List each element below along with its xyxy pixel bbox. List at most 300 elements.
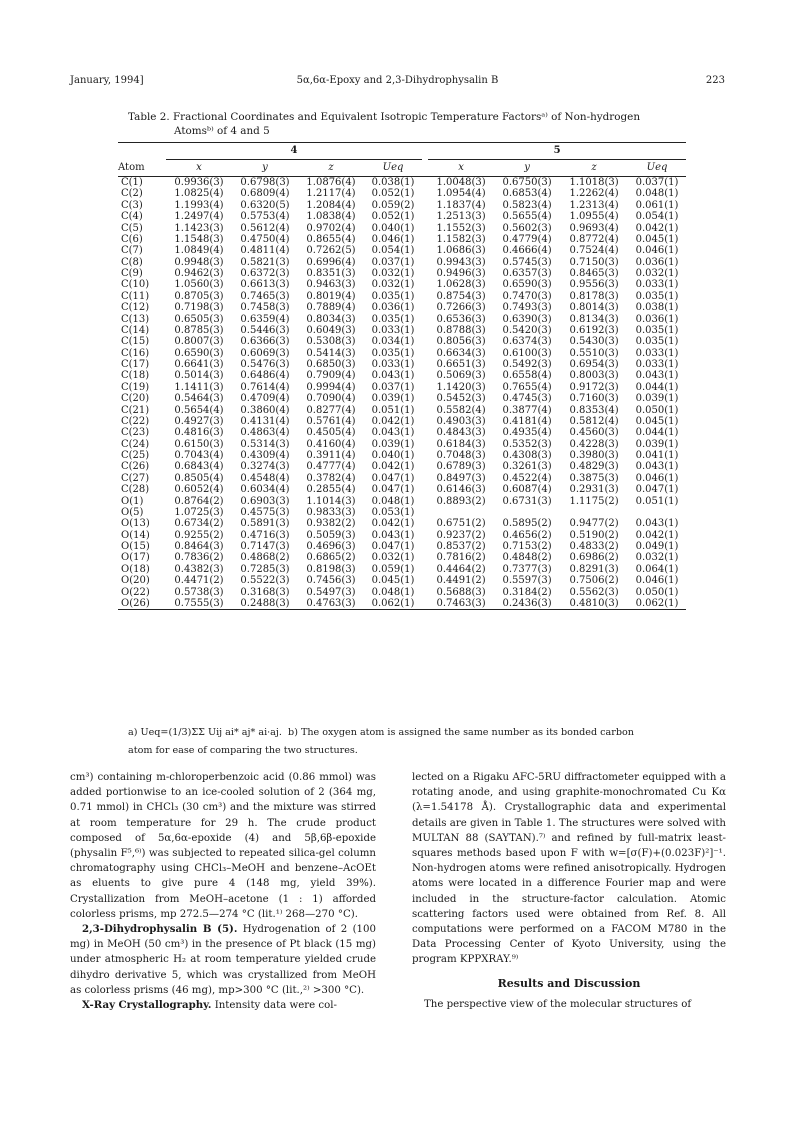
atom-label: O(17) [121,552,150,564]
table-cell: 0.3877(4) [502,404,552,416]
table-cell: 0.052(1) [371,188,415,200]
atom-label: O(26) [121,597,150,609]
table-cell: 0.045(1) [371,575,415,587]
table-cell: 0.9477(2) [569,518,619,530]
table-cell: 0.4560(3) [569,427,619,439]
column-header: y [524,162,530,173]
table-cell: 0.3261(3) [502,461,552,473]
atom-label: C(16) [121,347,150,359]
table-cell: 0.6390(3) [502,313,552,325]
table-cell: 1.0686(3) [436,245,486,257]
table-cell: 0.3184(2) [502,586,552,598]
atom-label: O(15) [121,541,150,552]
atom-label: C(20) [121,393,150,405]
table-cell: 1.2513(3) [436,211,486,223]
table-cell: 0.042(1) [371,518,415,530]
table-cell: 0.052(1) [371,211,415,223]
table-cell: 0.7285(3) [240,563,290,575]
table-row [118,370,686,381]
atom-label: O(14) [121,529,150,541]
table-cell: 0.5821(3) [240,256,290,268]
table-cell: 0.7266(3) [436,302,486,314]
table-cell: 0.2931(3) [569,484,619,496]
right-paragraph-1: lected on a Rigaku AFC-5RU diffractometer equipped with a rotating anode, and using graphite-monochromated Cu Kα (λ=1.54178 Å). Crystallographic data and experimental details are given in Table 1. The structures were solved with MULTAN 88 (SAYTAN).⁷⁾ and refined by full-matrix least-squares methods based upon F with w=[σ(F)+(0.023F)²]⁻¹. Non-hydrogen atoms were refined anisotropically. Hydrogen atoms were located in a difference Fourier map and were included in the structure-factor calculation. Atomic scattering factors used were obtained from Ref. 8. All computations were performed on a FACOM M780 in the Data Processing Center of Kyoto University, using the program KPPXRAY.⁹⁾ [412,772,726,966]
table-cell: 0.6372(3) [240,268,290,279]
table-cell: 0.7506(2) [569,575,619,587]
table-row [118,427,686,438]
table-row [118,359,686,370]
atom-label: C(12) [121,302,150,314]
table-cell: 0.034(1) [371,336,415,348]
table-cell: 0.035(1) [371,313,415,325]
left-paragraph-1: cm³) containing m-chloroperbenzoic acid (0.86 mmol) was added portionwise to an ice-cooled solution of 2 (364 mg, 0.71 mmol) in CHCl₃ (30 cm³) and the mixture was stirred at room temperature for 29 h. The crude product composed of 5α,6α-epoxide (4) and 5β,6β-epoxide (physalin F⁵,⁶⁾) was subjected to repeated silica-gel column chromatography using CHCl₃–MeOH and benzene–AcOEt as eluents to give pure 4 (148 mg, yield 39%). Crystallization from MeOH–acetone (1 : 1) afforded colorless prisms, mp 272.5—274 °C (lit.¹⁾ 268—270 °C). [70,772,376,920]
table-cell: 0.5430(3) [569,336,619,348]
table-cell: 0.7614(4) [240,381,290,393]
table-cell: 0.042(1) [371,461,415,473]
column-header-row [118,160,686,177]
table-cell: 0.8497(3) [436,472,486,484]
table-cell: 0.8003(3) [569,370,619,382]
table-cell: 0.8505(4) [174,472,224,484]
table-cell: 0.6366(3) [240,336,290,348]
table-cell: 0.5738(3) [174,586,224,598]
table-cell: 0.8019(4) [306,290,356,302]
table-cell: 1.1582(3) [436,233,486,245]
table-row [118,393,686,404]
table-row [118,314,686,325]
table-cell: 0.036(1) [635,313,679,325]
table-cell: 0.6954(3) [569,359,619,370]
table-cell: 1.1552(3) [436,222,486,234]
table-cell: 0.038(1) [635,302,679,314]
column-header: x [458,162,464,173]
table-cell: 0.039(1) [371,393,415,405]
table-cell: 0.5602(3) [502,222,552,234]
table-cell: 0.8705(3) [174,290,224,302]
table-cell: 0.6150(3) [174,438,224,450]
table-row [118,496,686,507]
table-cell: 0.6751(2) [436,518,486,530]
table-cell: 0.5352(3) [502,438,552,450]
table-cell: 0.6590(3) [174,347,224,359]
table-cell: 0.032(1) [371,279,415,291]
table-cell: 0.5414(3) [306,347,356,359]
table-cell: 0.4935(4) [502,427,552,439]
table-cell: 1.2117(4) [306,188,356,200]
table-body [118,177,686,610]
table-cell: 0.7555(3) [174,597,224,609]
table-cell: 0.4181(4) [502,415,552,427]
table-cell: 0.4810(3) [569,597,619,609]
table-cell: 0.4464(2) [436,563,486,575]
table-cell: 0.6634(3) [436,347,486,359]
table-cell: 0.041(1) [635,450,679,461]
table-row [118,348,686,359]
table-cell: 1.1993(4) [174,199,224,211]
table-cell: 0.9463(3) [306,279,356,291]
table-caption-line2: Atomsᵇ⁾ of 4 and 5 [174,125,270,137]
table-cell: 0.033(1) [635,359,679,370]
table-cell: 0.8772(4) [569,233,619,245]
table-cell [494,507,560,518]
running-head-title: 5α,6α-Epoxy and 2,3-Dihydrophysalin B [296,75,499,86]
column-header: Atom [118,162,145,173]
table-cell: 0.4829(3) [569,461,619,473]
table-cell: 0.7090(4) [306,393,356,405]
table-cell: 0.8007(3) [174,336,224,348]
column-header: Ueq [382,162,404,173]
table-cell: 0.5014(3) [174,370,224,382]
left-paragraph-3 [70,998,376,1013]
table-row [118,302,686,313]
atom-label: C(4) [121,211,143,223]
table-cell: 0.6486(4) [240,370,290,382]
atom-label: C(21) [121,404,150,416]
table-cell: 0.045(1) [635,233,679,245]
table-row [118,291,686,302]
table-cell: 0.6996(4) [306,256,356,268]
table-cell: 1.0849(4) [174,245,224,257]
table-row [118,268,686,279]
table-row [118,336,686,347]
table-cell: 0.4548(4) [240,472,290,484]
table-row [118,405,686,416]
table-cell: 0.9948(3) [174,256,224,268]
table-cell: 0.5895(2) [502,518,552,530]
table-cell: 0.6986(2) [569,552,619,564]
footnote-a: a) Ueq=(1/3)ΣΣ Uij ai* aj* ai·aj. [128,727,282,738]
table-row [118,382,686,393]
table-row [118,439,686,450]
atom-label: C(23) [121,427,150,439]
atom-label: O(22) [121,586,150,598]
table-cell: 0.8788(3) [436,324,486,336]
table-cell: 0.6100(3) [502,347,552,359]
atom-label: C(2) [121,188,143,200]
table-cell: 0.4763(3) [306,597,356,609]
table-cell: 1.1014(3) [306,495,356,507]
atom-label: C(9) [121,268,143,279]
table-row [118,598,686,610]
table-cell: 0.2488(3) [240,597,290,609]
atom-label: O(5) [121,506,144,518]
table-cell: 0.7463(3) [436,597,486,609]
table-cell: 0.037(1) [635,177,679,188]
table-cell: 0.040(1) [371,222,415,234]
table-cell: 0.048(1) [371,495,415,507]
table-row [118,416,686,427]
table-cell: 0.042(1) [371,415,415,427]
table-cell: 0.5452(3) [436,393,486,405]
page-number: 223 [705,75,725,86]
table-cell: 0.6536(3) [436,313,486,325]
table-cell: 0.3911(4) [306,450,356,461]
table-cell: 0.7262(5) [306,245,356,257]
table-cell: 0.8351(3) [306,268,356,279]
table-cell: 0.7465(3) [240,290,290,302]
table-cell: 0.059(2) [371,199,415,211]
table-row [118,223,686,234]
section-heading: Results and Discussion [497,976,641,990]
table-cell: 0.5612(4) [240,222,290,234]
table-cell: 0.6558(4) [502,370,552,382]
table-cell: 0.4816(3) [174,427,224,439]
table-cell: 0.5420(3) [502,324,552,336]
atom-label: C(25) [121,450,150,461]
group-label-5: 5 [428,143,686,160]
table-cell: 0.035(1) [371,290,415,302]
table-cell: 0.050(1) [635,404,679,416]
atom-label: C(18) [121,370,150,382]
table-cell: 0.2855(4) [306,484,356,496]
table-cell: 0.037(1) [371,381,415,393]
table-cell: 0.035(1) [635,290,679,302]
table-cell: 0.8134(3) [569,313,619,325]
footnote-b-cont: atom for ease of comparing the two structures. [128,745,358,756]
table-cell: 1.0048(3) [436,177,486,188]
table-cell: 0.046(1) [371,233,415,245]
table-cell: 0.6798(3) [240,177,290,188]
table-cell: 0.8277(4) [306,404,356,416]
atom-label: C(5) [121,222,143,234]
column-header: y [262,162,268,173]
table-cell: 0.7150(3) [569,256,619,268]
table-cell: 0.6731(3) [502,495,552,507]
table-cell: 0.5492(3) [502,359,552,370]
table-cell: 0.3980(3) [569,450,619,461]
table-cell: 0.053(1) [371,506,415,518]
table-cell: 0.9556(3) [569,279,619,291]
table-cell: 1.2262(4) [569,188,619,200]
table-row [118,245,686,256]
right-paragraph-2: The perspective view of the molecular structures of [424,998,692,1010]
table-cell: 0.035(1) [635,336,679,348]
table-cell: 0.7458(3) [240,302,290,314]
table-cell: 0.4471(2) [174,575,224,587]
table-cell: 0.051(1) [371,404,415,416]
table-cell: 0.6750(3) [502,177,552,188]
table-cell: 1.1175(2) [569,495,619,507]
table-cell: 1.0876(4) [306,177,356,188]
table-cell: 0.8353(4) [569,404,619,416]
table-cell: 0.032(1) [371,552,415,564]
table-cell: 0.9702(4) [306,222,356,234]
table-cell: 0.5582(4) [436,404,486,416]
table-cell: 0.5069(3) [436,370,486,382]
table-cell: 1.1411(3) [174,381,224,393]
table-cell: 0.5891(3) [240,518,290,530]
table-row [118,211,686,222]
table-cell: 0.3274(3) [240,461,290,473]
atom-label: C(11) [121,290,150,302]
table-row [118,234,686,245]
table-cell: 0.8178(3) [569,290,619,302]
table-caption [128,110,688,138]
table-cell: 0.4308(3) [502,450,552,461]
table-cell [628,507,686,518]
table-cell: 0.5308(3) [306,336,356,348]
table-cell: 0.033(1) [371,324,415,336]
table-cell: 0.7816(2) [436,552,486,564]
table-row [118,473,686,484]
table-cell: 0.5654(4) [174,404,224,416]
group-header-row [118,143,686,161]
table-cell: 0.3168(3) [240,586,290,598]
table-row [118,518,686,529]
table-cell: 0.8537(2) [436,541,486,552]
section-run-head-xray: X-Ray Crystallography. [82,999,212,1012]
column-header: z [591,162,597,173]
table-cell: 0.4382(3) [174,563,224,575]
table-cell: 0.043(1) [371,370,415,382]
table-cell: 0.7048(3) [436,450,486,461]
table-cell: 0.8014(3) [569,302,619,314]
table-cell: 0.4716(3) [240,529,290,541]
table-cell: 1.0560(3) [174,279,224,291]
column-header: z [328,162,334,173]
table-cell: 0.4160(4) [306,438,356,450]
table-cell: 0.6734(2) [174,518,224,530]
table-row [118,450,686,461]
table-row [118,461,686,472]
table-cell: 0.8056(3) [436,336,486,348]
table-cell: 1.0838(4) [306,211,356,223]
table-cell: 0.046(1) [635,472,679,484]
atom-label: C(10) [121,279,150,291]
table-cell: 0.036(1) [371,302,415,314]
table-cell: 0.6357(3) [502,268,552,279]
table-cell: 0.6146(3) [436,484,486,496]
table-cell: 0.032(1) [635,268,679,279]
table-cell: 0.5688(3) [436,586,486,598]
footnote-b: b) The oxygen atom is assigned the same number as its bonded carbon [288,727,634,738]
left-paragraph-3-text: Intensity data were col- [214,1000,337,1012]
atom-label: C(8) [121,256,143,268]
table-cell: 0.047(1) [635,484,679,496]
table-cell: 0.047(1) [371,541,415,552]
table-cell: 0.037(1) [371,256,415,268]
running-head-date: January, 1994] [70,75,144,86]
table-row [118,564,686,575]
table-cell: 0.039(1) [371,438,415,450]
table-cell: 0.5522(3) [240,575,290,587]
table-row [118,541,686,552]
table-cell: 0.9943(3) [436,256,486,268]
table-cell: 0.054(1) [371,245,415,257]
table-cell: 0.3860(4) [240,404,290,416]
table-cell: 0.049(1) [635,541,679,552]
table-cell: 0.4927(3) [174,415,224,427]
table-cell: 0.7524(4) [569,245,619,257]
left-column [70,770,376,1013]
table-cell: 0.7198(3) [174,302,224,314]
table-cell: 1.1423(3) [174,222,224,234]
coordinates-table-wrap [118,142,686,610]
table-cell: 0.7655(4) [502,381,552,393]
table-cell: 0.6374(3) [502,336,552,348]
table-cell: 0.9382(2) [306,518,356,530]
atom-label: C(24) [121,438,150,450]
table-cell: 0.5812(4) [569,415,619,427]
table-cell: 0.032(1) [371,268,415,279]
table-cell: 1.1837(4) [436,199,486,211]
table-cell: 0.3875(3) [569,472,619,484]
right-column [412,770,726,1012]
table-cell: 0.5510(3) [569,347,619,359]
table-cell: 0.036(1) [635,256,679,268]
atom-label: C(3) [121,199,143,211]
table-cell: 0.2436(3) [502,597,552,609]
table-cell: 0.8893(2) [436,495,486,507]
table-cell: 0.4709(4) [240,393,290,405]
table-cell: 0.5745(3) [502,256,552,268]
table-cell: 1.0955(4) [569,211,619,223]
table-cell: 0.046(1) [635,245,679,257]
table-cell: 0.9994(4) [306,381,356,393]
table-row [118,200,686,211]
table-cell: 1.1548(3) [174,233,224,245]
table-cell: 0.7470(3) [502,290,552,302]
table-cell: 0.4309(4) [240,450,290,461]
atom-label: C(19) [121,381,150,393]
table-cell: 0.042(1) [635,222,679,234]
table-cell: 0.039(1) [635,393,679,405]
table-cell: 0.4575(3) [240,506,290,518]
table-cell: 0.9693(4) [569,222,619,234]
table-cell: 0.6809(4) [240,188,290,200]
table-cell: 1.0825(4) [174,188,224,200]
table-cell: 0.064(1) [635,563,679,575]
table-cell: 0.5497(3) [306,586,356,598]
table-cell: 0.8291(3) [569,563,619,575]
table-cell: 0.4656(2) [502,529,552,541]
table-cell: 1.2084(4) [306,199,356,211]
table-cell: 0.043(1) [635,370,679,382]
atom-label: C(28) [121,484,150,496]
table-cell: 0.7160(3) [569,393,619,405]
table-cell: 0.047(1) [371,472,415,484]
table-cell [428,507,494,518]
table-row [118,552,686,563]
atom-label: C(13) [121,313,150,325]
table-cell: 0.5059(3) [306,529,356,541]
table-cell: 0.4843(3) [436,427,486,439]
column-header: Ueq [646,162,668,173]
table-row [118,575,686,586]
table-cell: 0.3782(4) [306,472,356,484]
table-cell: 0.6590(3) [502,279,552,291]
atom-label: O(13) [121,518,150,530]
table-cell: 0.6359(4) [240,313,290,325]
table-cell: 0.7153(2) [502,541,552,552]
atom-label: C(27) [121,472,150,484]
table-cell: 0.5823(4) [502,199,552,211]
table-cell: 0.8655(4) [306,233,356,245]
atom-label: C(1) [121,177,143,188]
table-cell: 0.035(1) [371,347,415,359]
atom-label: C(17) [121,359,150,370]
atom-label: C(14) [121,324,150,336]
table-cell: 0.4811(4) [240,245,290,257]
table-cell: 0.9936(3) [174,177,224,188]
table-footnotes [128,724,688,760]
table-cell: 0.4777(4) [306,461,356,473]
table-cell: 0.9462(3) [174,268,224,279]
table-cell: 0.043(1) [371,427,415,439]
running-head [70,75,725,91]
table-cell: 0.040(1) [371,450,415,461]
table-cell: 0.044(1) [635,427,679,439]
